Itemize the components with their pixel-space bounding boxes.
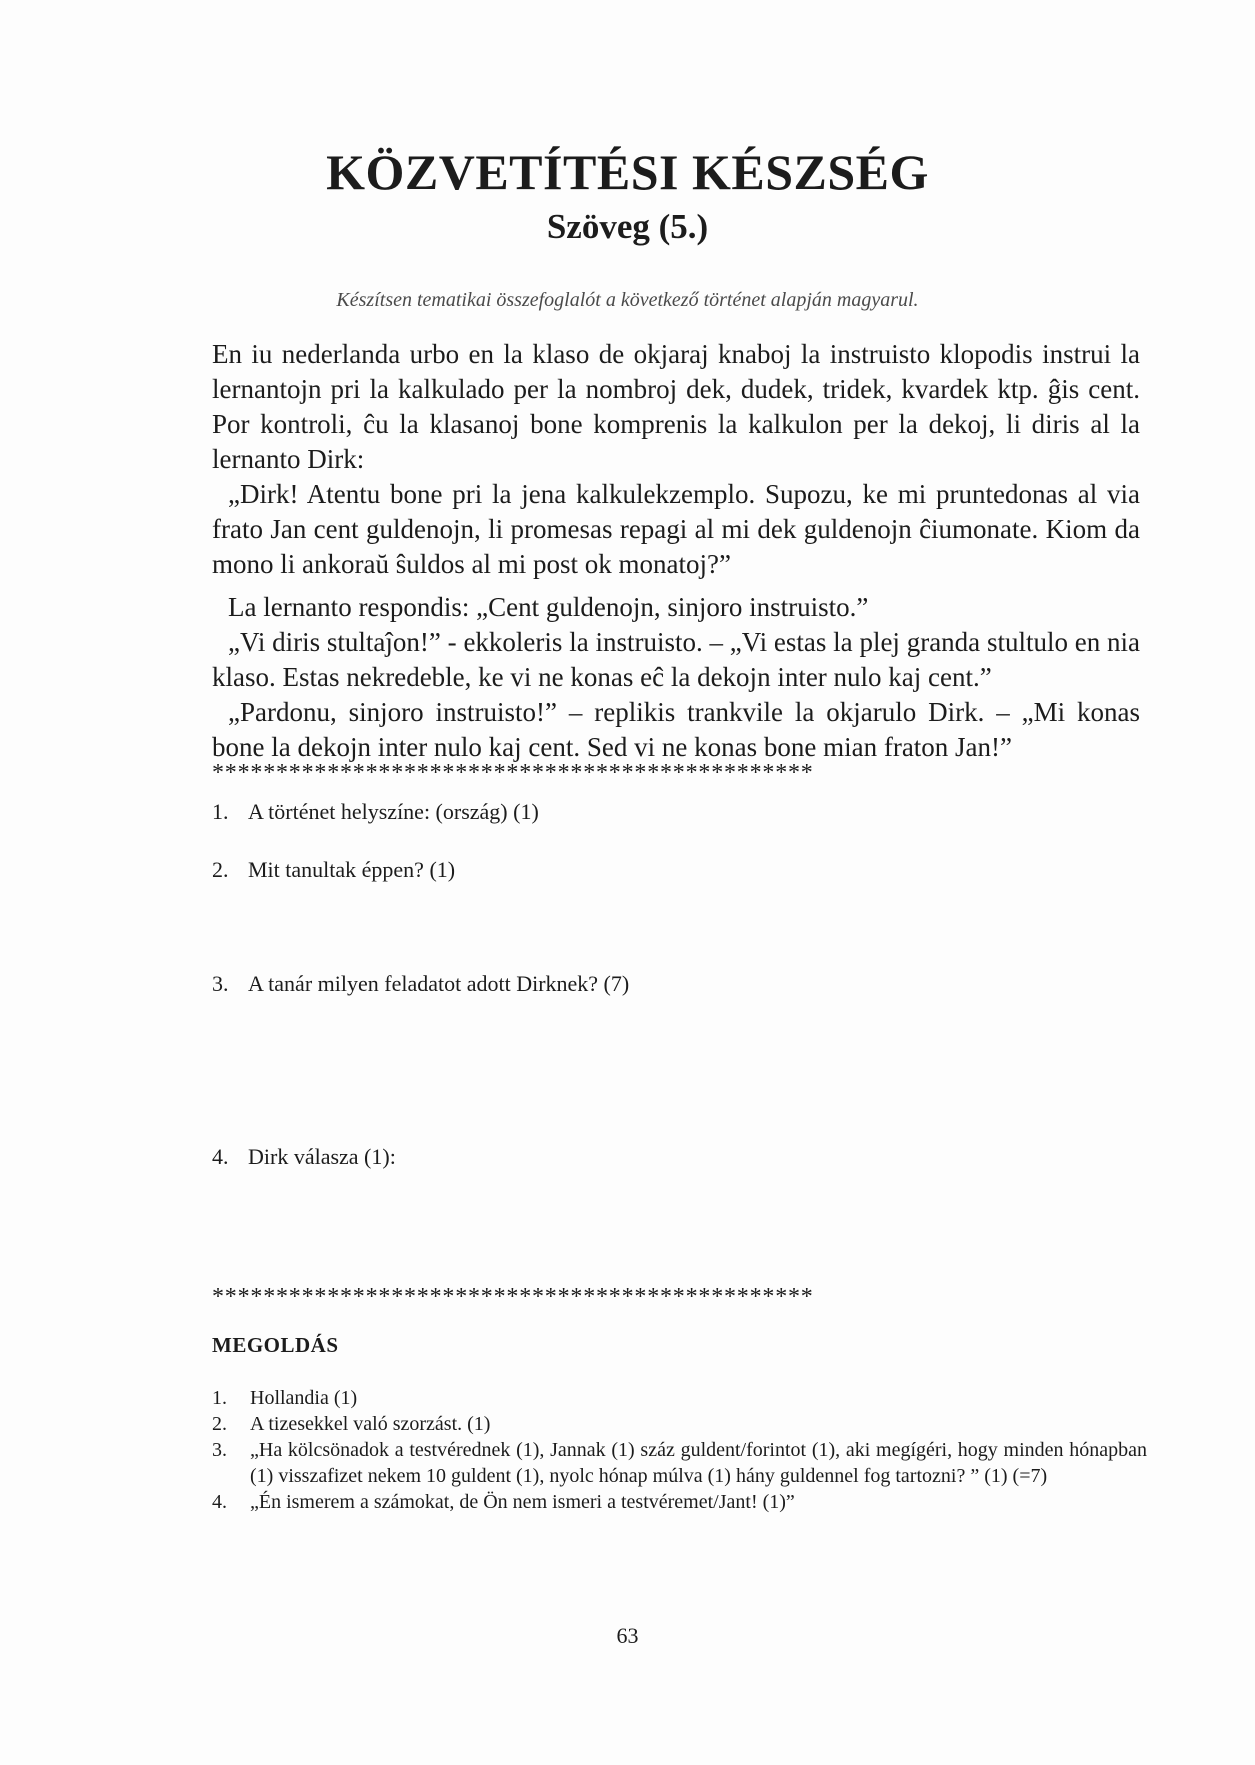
question-text: A tanár milyen feladatot adott Dirknek? (7) <box>248 971 630 996</box>
story-paragraph: La lernanto respondis: „Cent guldenojn, sinjoro instruisto.” <box>228 592 869 622</box>
solution-item <box>212 1437 1147 1489</box>
page-subtitle: Szöveg (5.) <box>546 207 709 246</box>
question-item <box>212 970 629 998</box>
question-number: 3. <box>212 971 229 996</box>
task-instruction: Készítsen tematikai összefoglalót a következő történet alapján magyarul. <box>336 289 919 311</box>
separator-line: *********************************************** <box>212 760 814 786</box>
solution-number: 2. <box>212 1413 227 1435</box>
question-text: A történet helyszíne: (ország) (1) <box>248 799 539 824</box>
story-paragraph: „Pardonu, sinjoro instruisto!” – replikis trankvile la okjarulo Dirk. – „Mi konas bone la dekojn inter nulo kaj cent. Sed vi ne konas bone mian fraton Jan!” <box>212 697 1140 762</box>
separator-line: *********************************************** <box>212 1284 814 1310</box>
solution-number: 1. <box>212 1387 227 1409</box>
solution-item <box>212 1489 1147 1515</box>
story-paragraph: „Dirk! Atentu bone pri la jena kalkulekzemplo. Supozu, ke mi pruntedonas al via frato Jan cent guldenojn, li promesas repagi al mi dek guldenojn ĉiumonate. Kiom da mono li ankoraŭ ŝuldos al mi post ok monatoj?” <box>212 479 1140 579</box>
page-title: KÖZVETÍTÉSI KÉSZSÉG <box>326 144 929 200</box>
solution-item <box>212 1385 1147 1411</box>
solution-number: 3. <box>212 1439 227 1461</box>
question-text: Dirk válasza (1): <box>248 1144 396 1169</box>
question-item <box>212 1143 396 1171</box>
solution-text: „Ha kölcsönadok a testvérednek (1), Jannak (1) száz guldent/forintot (1), aki megígéri, hogy minden hónapban (1) visszafizet nekem 10 guldent (1), nyolc hónap múlva (1) hány guldennel fog tartozni? ” (1) (=7) <box>250 1439 1147 1487</box>
question-text: Mit tanultak éppen? (1) <box>248 857 456 882</box>
solution-text: Hollandia (1) <box>250 1387 358 1409</box>
question-number: 4. <box>212 1144 229 1169</box>
question-item <box>212 856 455 884</box>
question-item <box>212 798 539 826</box>
solution-item <box>212 1411 1147 1437</box>
story-paragraph: En iu nederlanda urbo en la klaso de okjaraj knaboj la instruisto klopodis instrui la lernantojn pri la kalkulado per la nombroj dek, dudek, tridek, kvardek ktp. ĝis cent. Por kontroli, ĉu la klasanoj bone komprenis la kalkulon per la dekoj, li diris al la lernanto Dirk: <box>212 339 1140 474</box>
question-number: 1. <box>212 799 229 824</box>
solution-text: „Én ismerem a számokat, de Ön nem ismeri a testvéremet/Jant! (1)” <box>250 1491 795 1513</box>
question-number: 2. <box>212 857 229 882</box>
story-paragraph: „Vi diris stultaĵon!” - ekkoleris la instruisto. – „Vi estas la plej granda stultulo en nia klaso. Estas nekredeble, ke vi ne konas eĉ la dekojn inter nulo kaj cent.” <box>212 627 1140 692</box>
story-text <box>212 337 1140 765</box>
solution-text: A tizesekkel való szorzást. (1) <box>250 1413 491 1435</box>
solution-list <box>212 1385 1147 1515</box>
solution-number: 4. <box>212 1491 227 1513</box>
solution-heading: MEGOLDÁS <box>212 1333 339 1357</box>
page-number: 63 <box>616 1623 639 1648</box>
